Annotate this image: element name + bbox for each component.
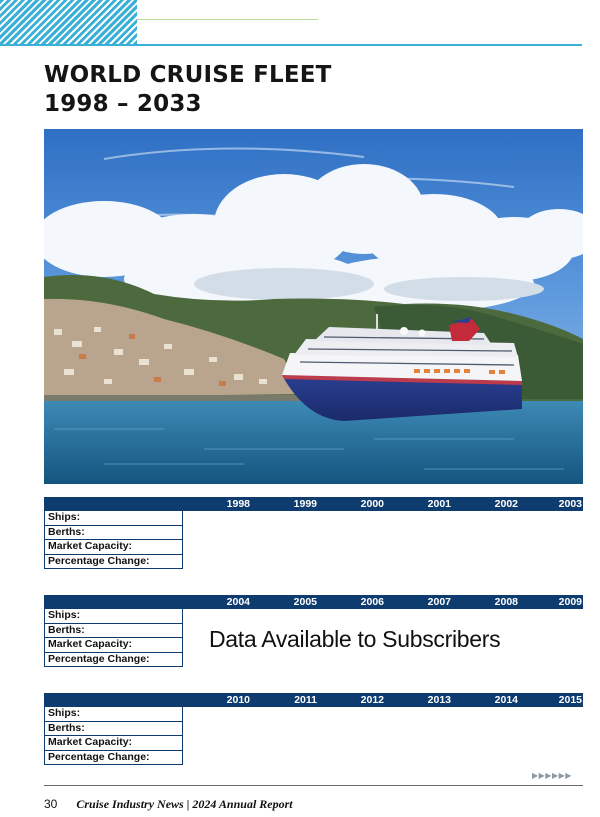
year-column-header: 2014 (494, 694, 518, 706)
footer-rule (44, 785, 583, 786)
header-rule (0, 44, 582, 46)
year-column-header: 2001 (427, 498, 451, 510)
fleet-table-2010-2015 (44, 693, 583, 765)
row-label-percentage-change: Percentage Change: (45, 555, 182, 570)
year-column-header: 2013 (427, 694, 451, 706)
page-title-line-2: 1998 – 2033 (44, 91, 202, 117)
year-column-header: 2009 (558, 596, 582, 608)
table-header-bar (44, 497, 583, 511)
row-label-berths: Berths: (45, 624, 182, 639)
row-labels (44, 707, 183, 765)
row-label-ships: Ships: (45, 511, 182, 526)
fleet-table-1998-2003 (44, 497, 583, 569)
page-title-line-1: WORLD CRUISE FLEET (44, 62, 332, 88)
cruise-ship-photo (44, 129, 583, 484)
page-number: 30 (44, 797, 58, 811)
row-label-ships: Ships: (45, 707, 182, 722)
year-column-header: 1998 (226, 498, 250, 510)
table-header-bar (44, 693, 583, 707)
year-column-header: 2010 (226, 694, 250, 706)
continue-arrows-icon: ▶▶▶▶▶▶ (532, 771, 572, 780)
row-label-market-capacity: Market Capacity: (45, 736, 182, 751)
row-label-market-capacity: Market Capacity: (45, 540, 182, 555)
header-hatch-decoration (0, 0, 137, 44)
year-column-header: 2002 (494, 498, 518, 510)
page-footer (44, 797, 293, 812)
table-header-bar (44, 595, 583, 609)
row-label-berths: Berths: (45, 526, 182, 541)
publication-name: Cruise Industry News | 2024 Annual Report (76, 797, 293, 811)
row-label-percentage-change: Percentage Change: (45, 751, 182, 766)
row-labels (44, 609, 183, 667)
row-label-ships: Ships: (45, 609, 182, 624)
row-label-percentage-change: Percentage Change: (45, 653, 182, 668)
year-column-header: 2007 (427, 596, 451, 608)
year-column-header: 2012 (360, 694, 384, 706)
year-column-header: 2005 (293, 596, 317, 608)
year-column-header: 2015 (558, 694, 582, 706)
year-column-header: 2003 (558, 498, 582, 510)
year-column-header: 2004 (226, 596, 250, 608)
row-label-berths: Berths: (45, 722, 182, 737)
header-accent-line (137, 19, 318, 20)
year-column-header: 2011 (294, 694, 317, 706)
subscriber-notice: Data Available to Subscribers (209, 626, 501, 652)
year-column-header: 2006 (360, 596, 384, 608)
row-labels (44, 511, 183, 569)
year-column-header: 1999 (293, 498, 317, 510)
year-column-header: 2000 (360, 498, 384, 510)
row-label-market-capacity: Market Capacity: (45, 638, 182, 653)
year-column-header: 2008 (494, 596, 518, 608)
page-title (44, 61, 332, 119)
